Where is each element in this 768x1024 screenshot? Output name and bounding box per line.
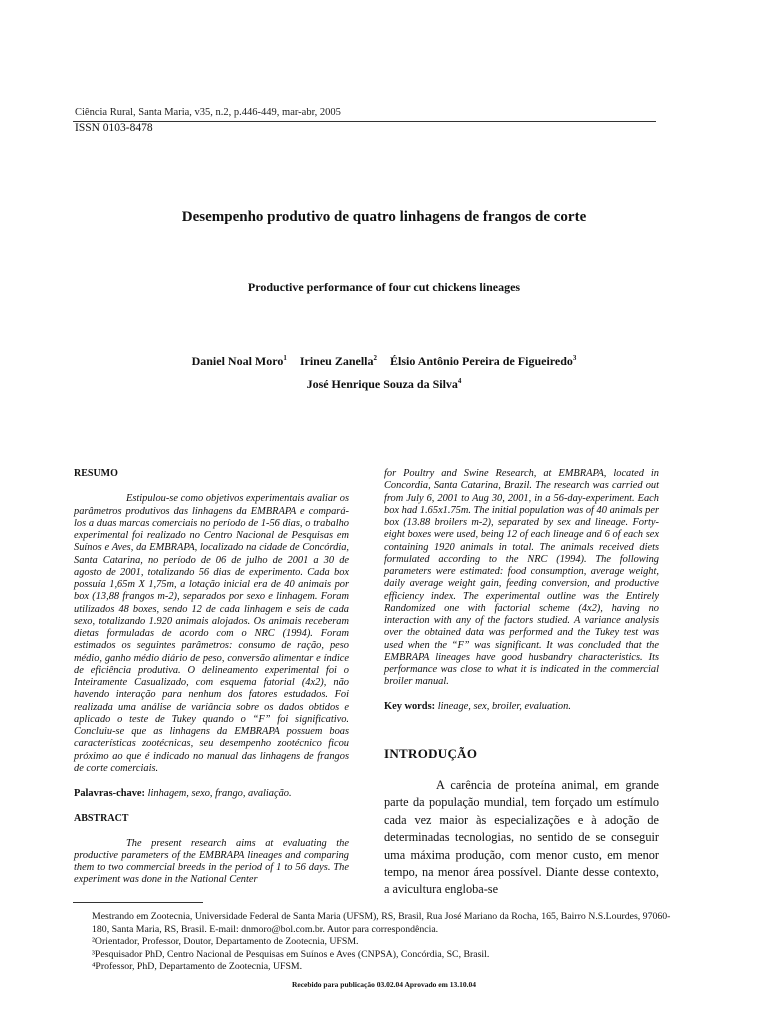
footnote-4: ⁴Professor, PhD, Departamento de Zootecnia, UFSM. — [92, 961, 303, 972]
author-superscript: 2 — [373, 354, 378, 362]
keywords-label: Palavras-chave: — [74, 788, 145, 799]
abstract-text-right: for Poultry and Swine Research, at EMBRAPA, located in Concordia, Santa Catarina, Brazil. The research was carried out from July 6, 2001 to Aug 30, 2001, in a 56-day-experiment. Each box had 1.65x1.75m. The initial population was of 40 animals per box (13.88 broilers m-2), separated by sex and lineage. Forty-eight boxes were used, being 12 of each lineage and 6 of each sex containing 1920 animals in total. The animals received diets formulated according to the NRC (1994). The following parameters were estimated: food consumption, average weight, daily average weight gain, feeding conversion, and productive efficiency index. The experimental outline was the Entirely Randomized one with factorial scheme (4x2), having no interaction with any of the factors studied. A variance analysis over the obtained data was performed and the Tukey test was used when the “F” was significant. It was concluded that the EMBRAPA lineages have good husbandry characteristics. Its performance was close to what it is indicated in the commercial broiler manual. — [384, 468, 659, 688]
resumo-text: Estipulou-se como objetivos experimentais avaliar os parâmetros produtivos das linhagens da EMBRAPA e compará-los a duas marcas comerciais no período de 1-56 dias, o trabalho experimental foi realizado no Centro Nacional de Pesquisas em Suínos e Aves, da EMBRAPA, localizado na cidade de Concórdia, Santa Catarina, no período de 06 de julho de 2001 a 30 de agosto de 2001, totalizando 56 dias de experimento. Cada box possuía 1,65m X 1,75m, a lotação inicial era de 40 animais por box (13,88 frangos m-2), separados por sexo e linhagem. Foram utilizados 48 boxes, sendo 12 de cada linhagem e seis de cada sexo, totalizando 1.920 animais alojados. Os animais receberam dietas formuladas de acordo com o NRC (1994). Foram estimados os seguintes parâmetros: consumo de ração, peso médio, ganho médio diário de peso, conversão alimentar e índice de eficiência produtiva. O delineamento experimental foi o Inteiramente Casualizado, com esquema fatorial (4x2), não havendo interação para nenhum dos fatores estudados. Foi realizada uma análise de variância sobre os dados obtidos e aplicado o teste de Tukey quando o “F” foi significativo. Concluiu-se que as linhagens da EMBRAPA possuem boas características zootécnicas, seu desempenho zootécnico ficou próximo ao que é indicado no manual das linhagens de frangos de corte comerciais. — [74, 493, 349, 774]
author-name: José Henrique Souza da Silva — [306, 377, 458, 391]
footnote-2: ²Orientador, Professor, Doutor, Departamento de Zootecnia, UFSM. — [92, 936, 359, 947]
author-superscript: 1 — [283, 354, 287, 362]
header-rule — [73, 121, 656, 122]
author-3 — [390, 354, 576, 368]
author-name: Élsio Antônio Pereira de Figueiredo — [390, 354, 573, 368]
author-name: Daniel Noal Moro — [191, 354, 284, 368]
footnote-rule — [73, 902, 203, 903]
left-column — [74, 468, 349, 887]
author-1 — [192, 354, 287, 368]
journal-citation: Ciência Rural, Santa Maria, v35, n.2, p.446-449, mar-abr, 2005 — [75, 107, 341, 118]
keywords-text: lineage, sex, broiler, evaluation. — [437, 700, 571, 712]
intro-text — [384, 777, 659, 899]
author-list — [0, 348, 768, 394]
intro-heading: INTRODUÇÃO — [384, 746, 478, 761]
paper-title: Desempenho produtivo de quatro linhagens de frangos de corte — [181, 209, 587, 225]
keywords-label: Key words: — [384, 700, 436, 712]
abstract-heading: ABSTRACT — [74, 813, 129, 825]
palavras-chave — [74, 788, 349, 800]
author-4 — [307, 377, 462, 391]
footnote-3: ³Pesquisador PhD, Centro Nacional de Pesquisas em Suínos e Aves (CNPSA), Concórdia, SC, Brasil. — [92, 948, 490, 960]
abstract-text-left: The present research aims at evaluating the productive parameters of the EMBRAPA lineages and comparing them to two commercial breeds in the period of 1 to 56 days. The experiment was done in the National Center — [74, 837, 349, 886]
issn: ISSN 0103-8478 — [75, 122, 153, 134]
keywords-text: linhagem, sexo, frango, avaliação. — [147, 788, 292, 799]
author-name: Irineu Zanella — [299, 354, 374, 368]
right-column — [384, 468, 659, 713]
author-superscript: 3 — [572, 354, 577, 362]
key-words — [384, 701, 659, 713]
author-superscript: 4 — [457, 377, 462, 385]
footnotes — [92, 911, 682, 974]
resumo-heading: RESUMO — [74, 468, 118, 479]
received-dates: Recebido para publicação 03.02.04 Aprovado em 13.10.04 — [291, 980, 477, 989]
footnote-1: Mestrando em Zootecnia, Universidade Federal de Santa Maria (UFSM), RS, Brasil, Rua José Mariano da Rocha, 165, Bairro N.S.Lourdes, 97060-180, Santa Maria, RS, Brasil. E-mail: dnmoro@bol.com.br. Autor para correspondência. — [92, 911, 671, 935]
paper-subtitle: Productive performance of four cut chickens lineages — [247, 280, 521, 294]
intro-paragraph: A carência de proteína animal, em grande parte da população mundial, tem forçado um estímulo cada vez maior às especializações e à adoção de determinadas tecnologias, no sentido de se conseguir uma máxima produção, com menor custo, em menor tempo, na menor área possível. Diante desse contexto, a avicultura engloba-se — [384, 778, 659, 897]
author-2 — [300, 354, 377, 368]
